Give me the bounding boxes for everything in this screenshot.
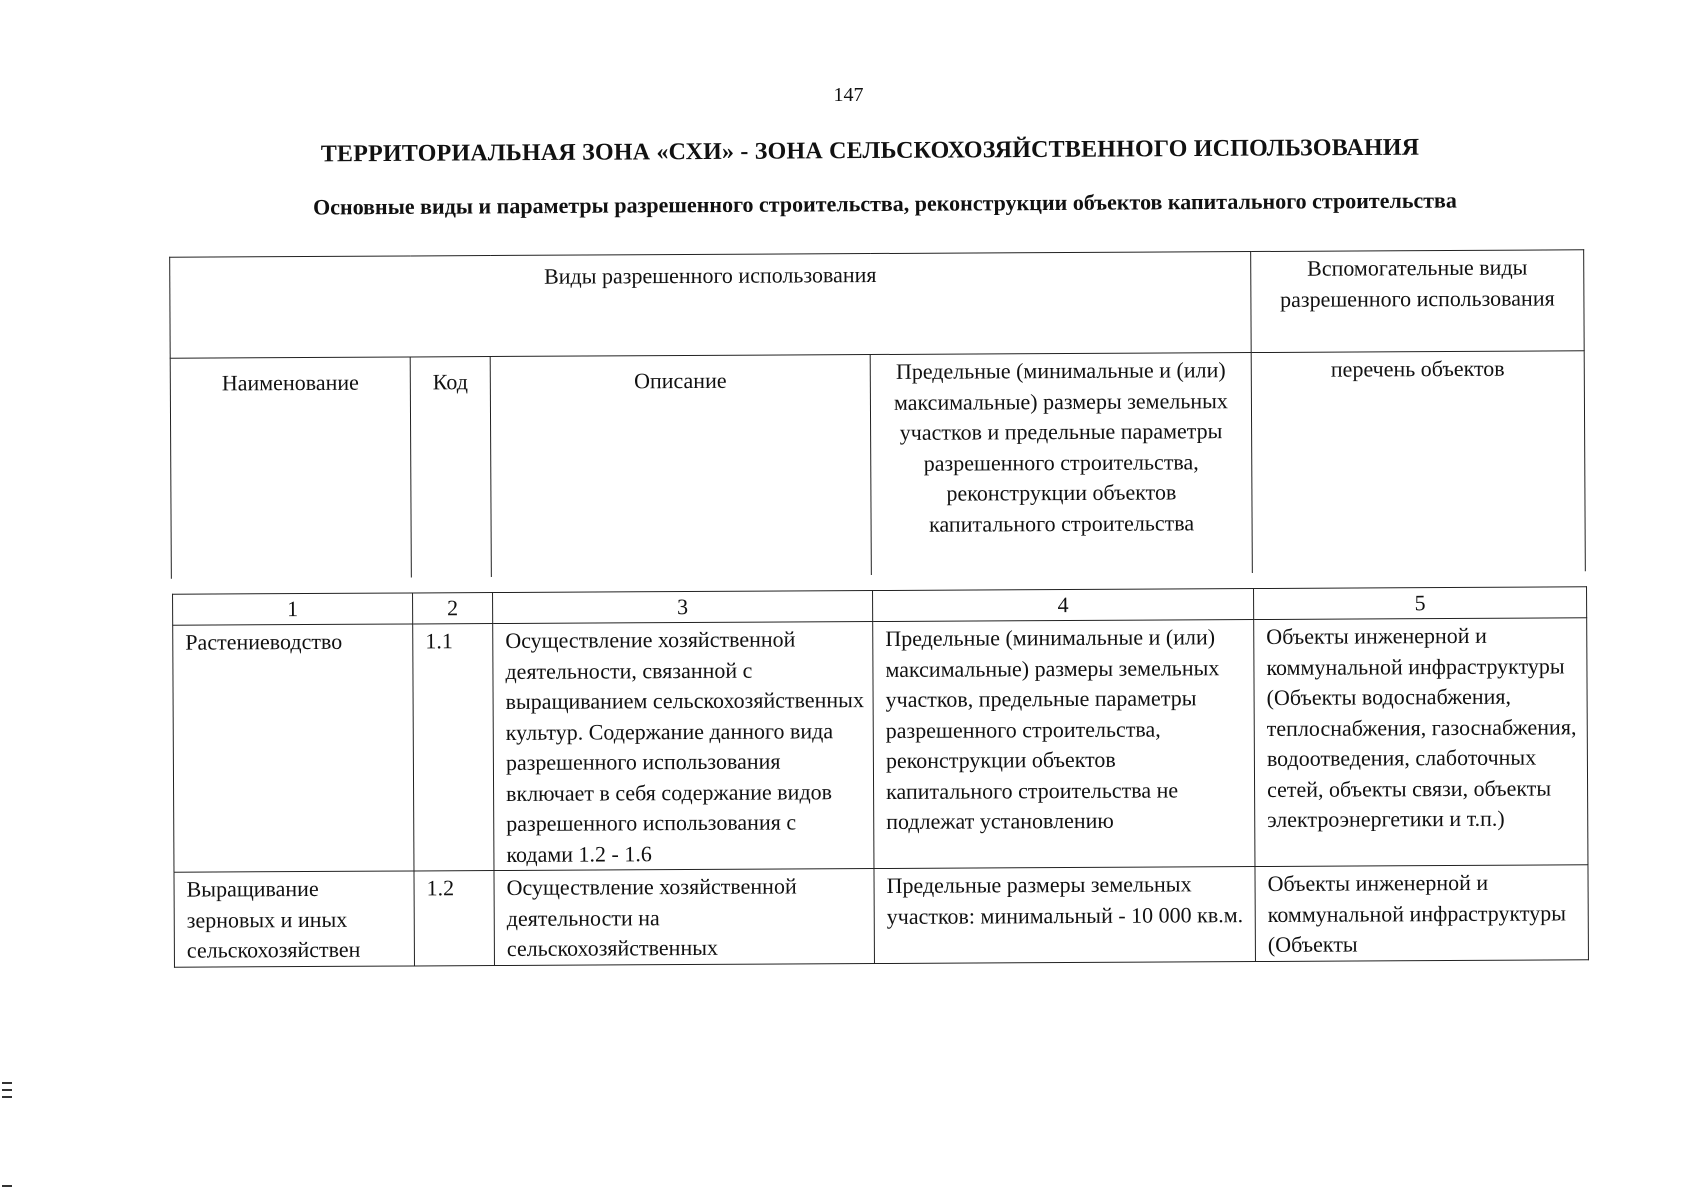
- cell-limits: Предельные (минимальные и (или) максимальные) размеры земельных участков, предельные параметры разрешенного строительства, реконструкции объектов капитального строительства не подлежат установлению: [873, 620, 1255, 869]
- zone-title: ТЕРРИТОРИАЛЬНАЯ ЗОНА «СХИ» - ЗОНА СЕЛЬСКОХОЗЯЙСТВЕННОГО ИСПОЛЬЗОВАНИЯ: [320, 134, 1420, 168]
- table-header-block: [169, 249, 1586, 578]
- column-number: 2: [413, 593, 493, 624]
- header-group-aux: Вспомогательные виды разрешенного использования: [1251, 250, 1585, 353]
- header-col-objects: перечень объектов: [1251, 351, 1585, 573]
- column-number: 5: [1254, 587, 1587, 620]
- table-row: [174, 865, 1588, 967]
- scan-mark: [2, 1082, 12, 1084]
- column-number: 3: [493, 591, 873, 624]
- cell-objects: Объекты инженерной и коммунальной инфраструктуры (Объекты: [1255, 865, 1588, 962]
- header-col-description: Описание: [490, 355, 871, 577]
- cell-description: Осуществление хозяйственной деятельности на сельскохозяйственных: [494, 869, 874, 966]
- header-group-main: Виды разрешенного использования: [170, 252, 1252, 359]
- header-col-name: Наименование: [170, 357, 411, 579]
- column-number: 1: [173, 593, 413, 625]
- column-number: 4: [873, 589, 1254, 622]
- main-table: [172, 586, 1589, 967]
- cell-name: Выращивание зерновых и иных сельскохозяйствен: [174, 871, 414, 967]
- scan-mark: [2, 1089, 12, 1091]
- header-col-limits: Предельные (минимальные и (или) максимальные) размеры земельных участков и предельные параметры разрешенного строительства, реконструкции объектов капитального строительства: [870, 353, 1252, 575]
- cell-name: Растениеводство: [173, 624, 414, 872]
- table-row: [173, 618, 1588, 872]
- page-number: 147: [833, 84, 864, 106]
- cell-code: 1.1: [413, 624, 494, 871]
- scan-mark: [2, 1185, 12, 1187]
- cell-objects: Объекты инженерной и коммунальной инфраструктуры (Объекты водоснабжения, теплоснабжения, газоснабжения, водоотведения, слаботочных сетей, объекты связи, объекты электроэнергетики и т.п.): [1254, 618, 1588, 867]
- header-col-code: Код: [410, 357, 491, 578]
- cell-description: Осуществление хозяйственной деятельности, связанной с выращиванием сельскохозяйственных культур. Содержание данного вида разрешенного использования включает в себя содержание видов разрешенного использования с кодами 1.2 - 1.6: [493, 622, 874, 871]
- scan-mark: [2, 1096, 12, 1098]
- cell-code: 1.2: [414, 871, 494, 966]
- cell-limits: Предельные размеры земельных участков: минимальный - 10 000 кв.м.: [874, 867, 1255, 964]
- section-title: Основные виды и параметры разрешенного строительства, реконструкции объектов капитального строительства: [313, 187, 1457, 220]
